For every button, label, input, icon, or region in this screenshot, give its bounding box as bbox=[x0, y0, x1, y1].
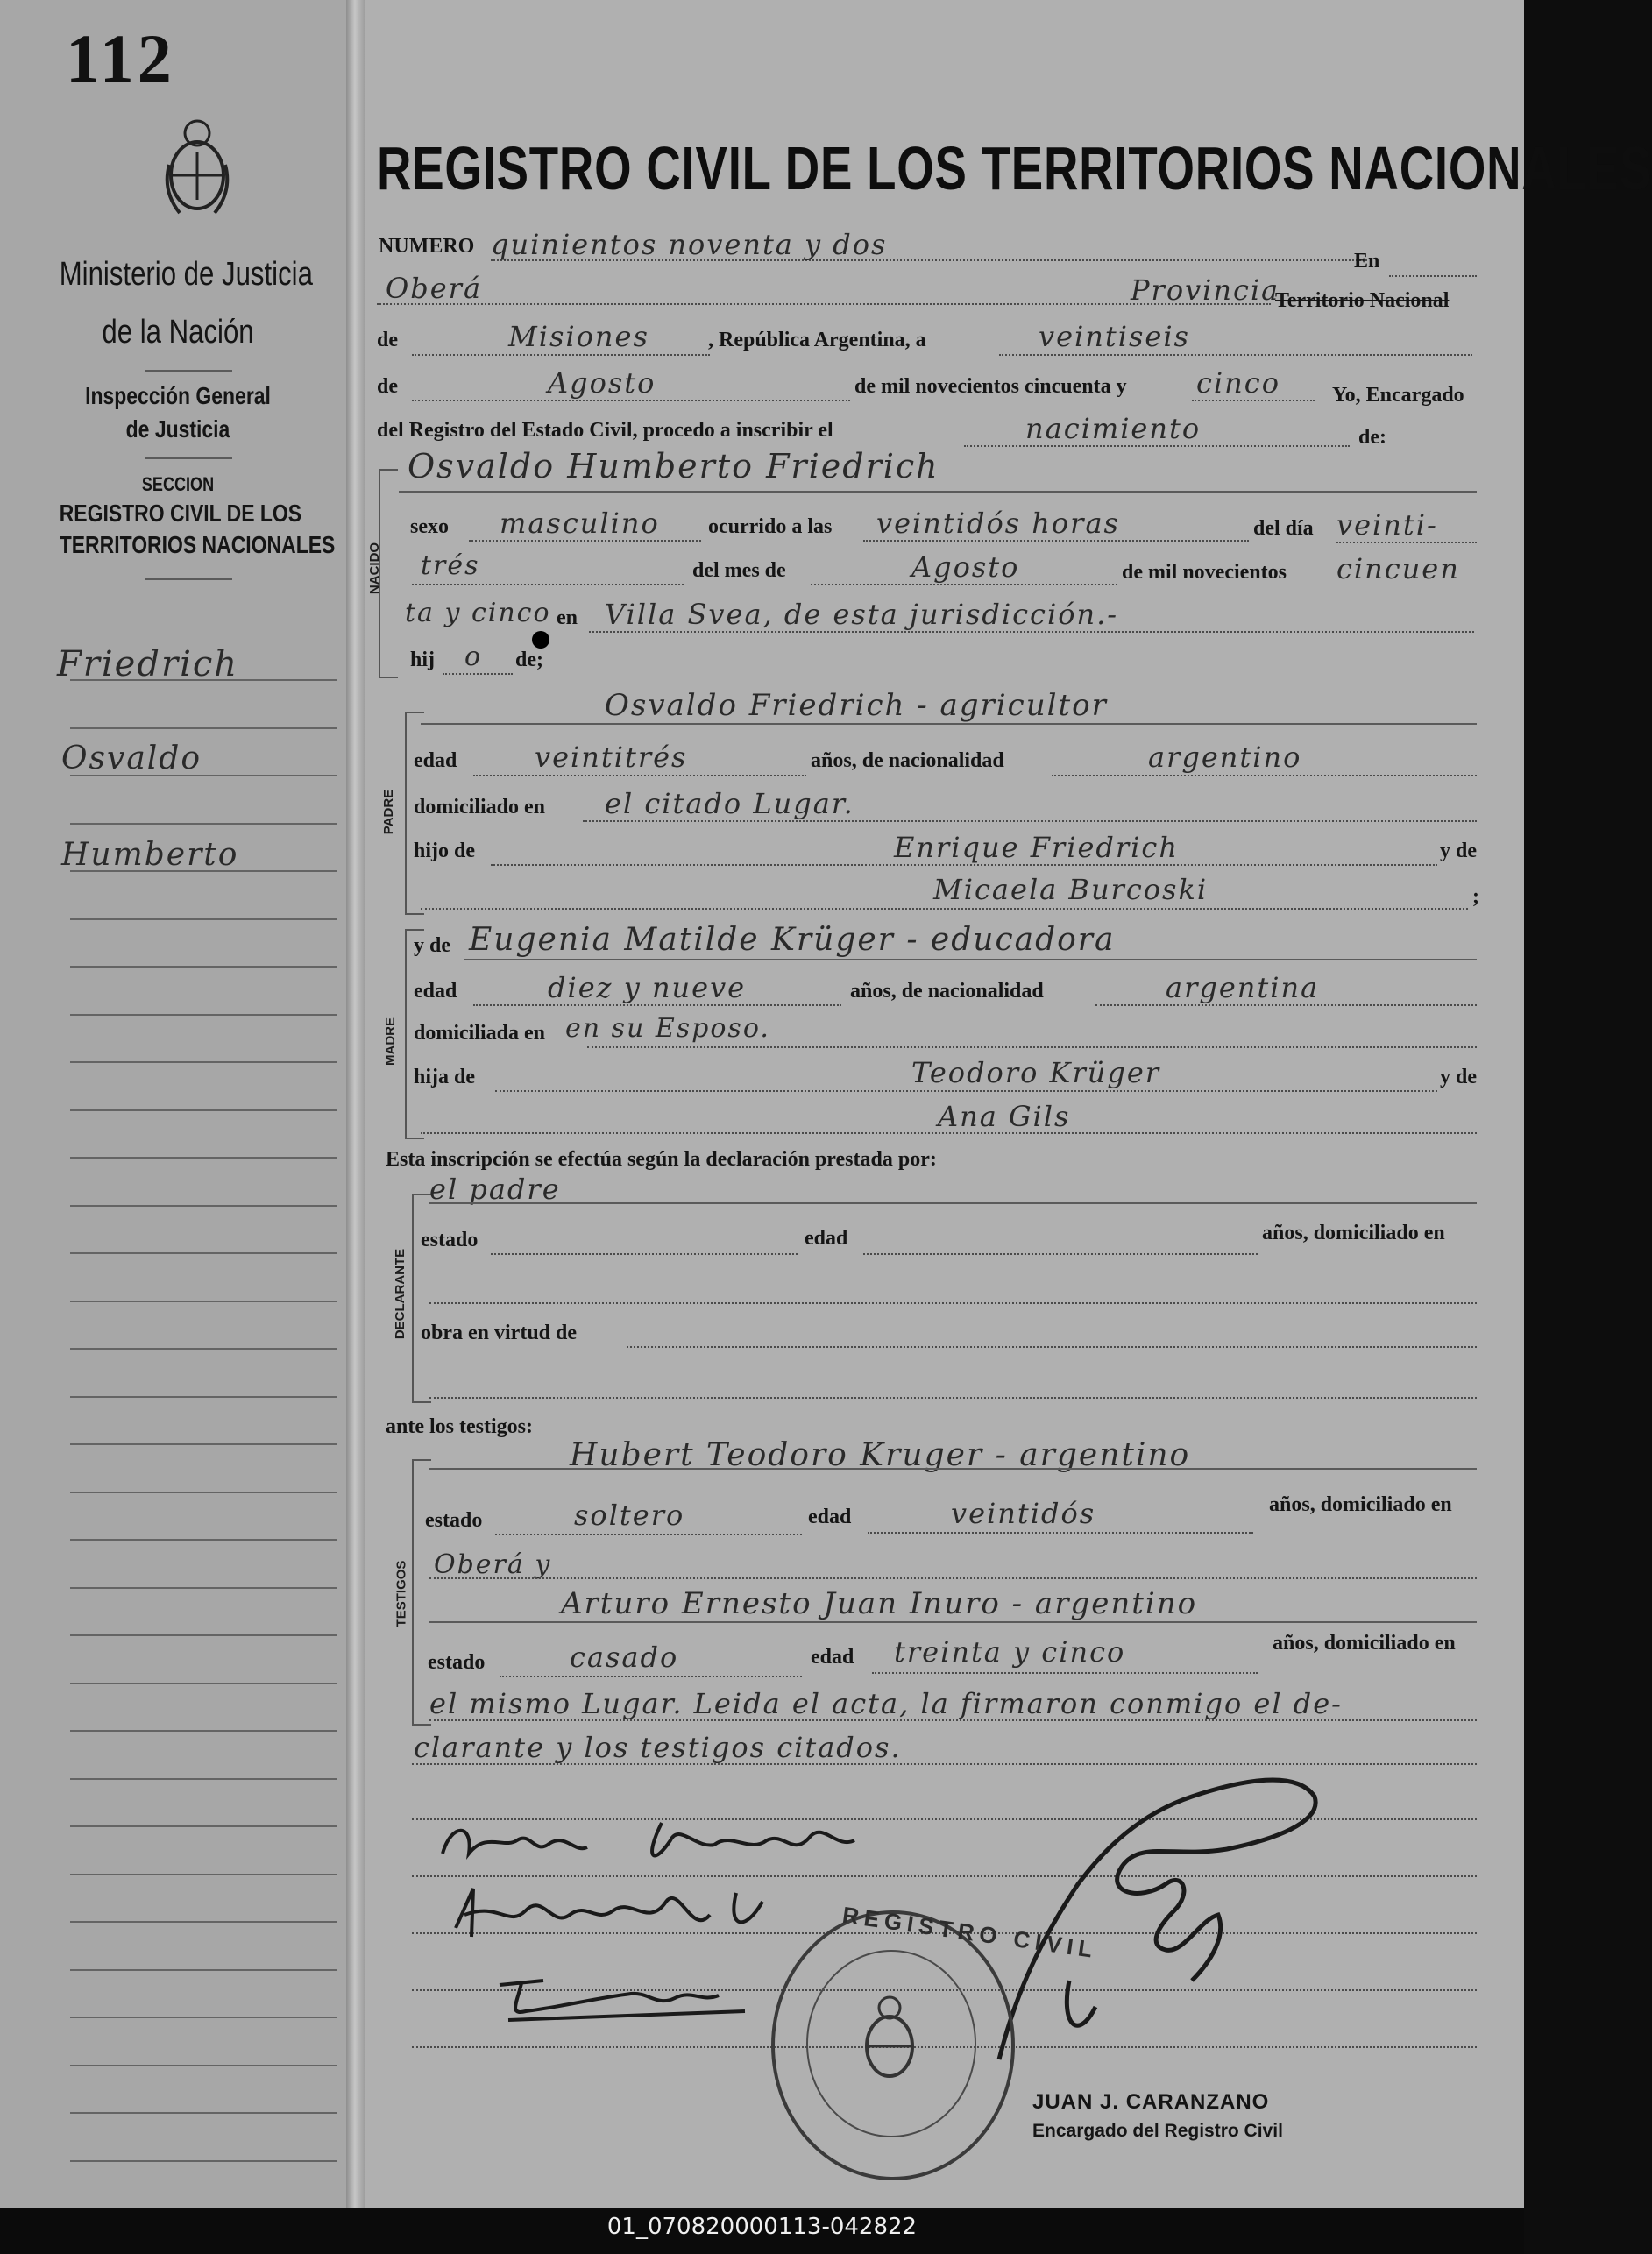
sexo-label: sexo bbox=[410, 515, 449, 538]
declarante-estado-label: estado bbox=[421, 1229, 479, 1251]
seal-coat-of-arms-icon bbox=[854, 1985, 925, 2090]
testigo1-dom-value: Oberá y bbox=[434, 1549, 552, 1580]
padre-edad-value: veintitrés bbox=[535, 741, 688, 774]
field-line bbox=[429, 1719, 1477, 1721]
declarante-intro: Esta inscripción se efectúa según la declaración prestada por: bbox=[386, 1148, 937, 1171]
padre-dom-value: el citado Lugar. bbox=[605, 787, 854, 820]
numero-label: NUMERO bbox=[379, 235, 475, 258]
madre-nac-label: años, de nacionalidad bbox=[850, 980, 1044, 1003]
province-name: Misiones bbox=[508, 320, 649, 353]
padre-mother-value: Micaela Burcoski bbox=[933, 873, 1209, 906]
testigos-side-label: TESTIGOS bbox=[394, 1560, 409, 1627]
ruled-line bbox=[70, 1348, 337, 1350]
field-line bbox=[412, 400, 850, 401]
ruled-line bbox=[70, 1014, 337, 1016]
page-fold bbox=[346, 0, 365, 2208]
ruled-line bbox=[70, 1969, 337, 1971]
divider bbox=[145, 370, 232, 372]
madre-hija-label: hija de bbox=[414, 1066, 476, 1088]
ruled-line bbox=[70, 1539, 337, 1541]
field-line bbox=[429, 1621, 1477, 1623]
divider bbox=[145, 578, 232, 580]
ruled-line bbox=[70, 1874, 337, 1875]
testigo2-name: Arturo Ernesto Juan Inuro - argentino bbox=[561, 1586, 1198, 1621]
madre-dom-value: en su Esposo. bbox=[565, 1013, 770, 1044]
ruled-line bbox=[70, 870, 337, 872]
ministry-line2: de la Nación bbox=[102, 314, 254, 351]
ruled-line bbox=[70, 1205, 337, 1207]
field-line bbox=[999, 354, 1472, 356]
field-line bbox=[627, 1346, 1477, 1348]
stamp-text: REGISTRO CIVIL bbox=[840, 1901, 1100, 1964]
field-line bbox=[429, 1468, 1477, 1470]
padre-nac-value: argentino bbox=[1148, 741, 1302, 774]
ruled-line bbox=[70, 1301, 337, 1302]
mes-value: Agosto bbox=[911, 550, 1020, 584]
hij-label: hij bbox=[410, 649, 436, 671]
hij-value: o bbox=[464, 641, 483, 672]
month-value: Agosto bbox=[548, 366, 656, 400]
inspection-line1: Inspección General bbox=[85, 382, 271, 409]
ruled-line bbox=[70, 2017, 337, 2018]
madre-side-label: MADRE bbox=[383, 1017, 398, 1066]
testigo1-estado-label: estado bbox=[425, 1509, 483, 1532]
ruled-line bbox=[70, 1157, 337, 1159]
madre-edad-value: diez y nueve bbox=[548, 971, 747, 1004]
field-line bbox=[583, 820, 1477, 822]
ruled-line bbox=[70, 1443, 337, 1445]
registro-label: del Registro del Estado Civil, procedo a inscribir el bbox=[377, 419, 833, 442]
field-line bbox=[863, 540, 1249, 542]
territorio-label: Territorio Nacional bbox=[1275, 289, 1450, 312]
signature-testigo1 bbox=[447, 1875, 798, 1954]
ruled-line bbox=[70, 1683, 337, 1684]
testigos-bracket bbox=[412, 1459, 431, 1726]
padre-edad-label: edad bbox=[414, 749, 457, 772]
padre-dom-label: domiciliado en bbox=[414, 796, 546, 819]
field-line bbox=[1192, 400, 1315, 401]
en-label: En bbox=[1354, 250, 1380, 273]
de-label: de bbox=[377, 375, 398, 398]
year-label: de mil novecientos cincuenta y bbox=[854, 375, 1127, 398]
official-name: JUAN J. CARANZANO bbox=[1032, 2090, 1270, 2114]
field-line bbox=[863, 1253, 1258, 1255]
section-line1: REGISTRO CIVIL DE LOS bbox=[59, 500, 302, 527]
nacido-name: Osvaldo Humberto Friedrich bbox=[408, 447, 939, 486]
field-line bbox=[495, 1090, 1437, 1092]
field-line bbox=[964, 445, 1350, 447]
field-line bbox=[1336, 542, 1477, 543]
declarante-anos-label: años, domiciliado en bbox=[1262, 1222, 1445, 1244]
madre-y-de-label-2: y de bbox=[1440, 1066, 1477, 1088]
ruled-line bbox=[70, 2112, 337, 2114]
madre-nac-value: argentina bbox=[1166, 971, 1320, 1004]
divider bbox=[145, 457, 232, 459]
field-line bbox=[1052, 775, 1477, 776]
dia-value: veinti- bbox=[1336, 508, 1438, 542]
field-line bbox=[500, 1676, 802, 1677]
ruled-line bbox=[70, 1730, 337, 1732]
field-line bbox=[1095, 1004, 1477, 1006]
field-line bbox=[491, 1253, 798, 1255]
padre-side-label: PADRE bbox=[381, 789, 397, 835]
document-id: 01_070820000113-042822 bbox=[606, 2214, 918, 2240]
ruled-line bbox=[70, 1252, 337, 1254]
declarante-who-value: el padre bbox=[429, 1173, 561, 1206]
field-line bbox=[429, 1202, 1477, 1204]
padre-y-de-label: y de bbox=[1440, 840, 1477, 862]
field-line bbox=[399, 491, 1477, 493]
madre-y-de-label: y de bbox=[414, 934, 450, 957]
testigo2-edad-value: treinta y cinco bbox=[894, 1635, 1126, 1669]
madre-mother-value: Ana Gils bbox=[938, 1100, 1071, 1133]
year-born-value: cincuen bbox=[1336, 552, 1460, 585]
ruled-line bbox=[70, 2065, 337, 2066]
declarante-side-label: DECLARANTE bbox=[393, 1248, 408, 1340]
testigo2-edad-label: edad bbox=[811, 1646, 854, 1669]
field-line bbox=[429, 1302, 1477, 1304]
section-label: SECCION bbox=[141, 473, 215, 495]
ruled-line bbox=[70, 1825, 337, 1827]
field-line bbox=[589, 631, 1474, 633]
nacido-side-label: NACIDO bbox=[367, 542, 383, 595]
declarante-edad-label: edad bbox=[805, 1227, 848, 1250]
field-line bbox=[421, 908, 1468, 910]
ruled-line bbox=[70, 2160, 337, 2162]
official-title: Encargado del Registro Civil bbox=[1032, 2121, 1283, 2141]
padre-hijo-label: hijo de bbox=[414, 840, 476, 862]
field-line bbox=[811, 584, 1117, 585]
sexo-value: masculino bbox=[500, 507, 660, 540]
de-label: de bbox=[377, 329, 398, 351]
ruled-line bbox=[70, 775, 337, 776]
closing-line-2: clarante y los testigos citados. bbox=[414, 1731, 902, 1764]
field-line bbox=[469, 540, 701, 542]
folio-number: 112 bbox=[66, 20, 175, 96]
field-line bbox=[412, 354, 710, 356]
testigo1-edad-value: veintidós bbox=[951, 1497, 1096, 1530]
field-line bbox=[872, 1672, 1258, 1674]
day-value: veintiseis bbox=[1039, 320, 1190, 353]
field-line bbox=[587, 1046, 1477, 1048]
ocurrido-label: ocurrido a las bbox=[708, 515, 833, 538]
de2-label: de: bbox=[1358, 426, 1386, 449]
madre-father-value: Teodoro Krüger bbox=[911, 1056, 1161, 1089]
act-value: nacimiento bbox=[1025, 412, 1202, 445]
ink-dot bbox=[532, 631, 549, 649]
declarante-bracket bbox=[412, 1194, 431, 1403]
ruled-line bbox=[70, 966, 337, 968]
dia-value-2: trés bbox=[421, 550, 480, 581]
section-line2: TERRITORIOS NACIONALES bbox=[59, 531, 336, 558]
republica-label: , República Argentina, a bbox=[708, 329, 926, 351]
ruled-line bbox=[70, 918, 337, 920]
year-born-label: de mil novecientos bbox=[1122, 561, 1287, 584]
page-title: REGISTRO CIVIL DE LOS TERRITORIOS NACIONALES bbox=[377, 134, 1652, 202]
declarante-obra-label: obra en virtud de bbox=[421, 1322, 578, 1344]
field-line bbox=[443, 673, 513, 675]
index-given-name-2: Humberto bbox=[61, 837, 239, 873]
testigo2-estado-value: casado bbox=[570, 1641, 679, 1674]
year-born-value-2: ta y cinco bbox=[405, 598, 551, 628]
mes-label: del mes de bbox=[692, 559, 786, 582]
field-line bbox=[412, 584, 684, 585]
signature-declarante bbox=[434, 1805, 890, 1875]
year-value: cinco bbox=[1196, 366, 1280, 400]
ministry-line1: Ministerio de Justicia bbox=[59, 256, 313, 293]
index-surname: Friedrich bbox=[57, 644, 239, 684]
padre-nac-label: años, de nacionalidad bbox=[811, 749, 1004, 772]
place-value: Oberá bbox=[386, 272, 483, 305]
field-line bbox=[429, 1397, 1477, 1399]
ruled-line bbox=[70, 1778, 337, 1780]
testigo1-name: Hubert Teodoro Kruger - argentino bbox=[570, 1437, 1191, 1473]
testigo1-estado-value: soltero bbox=[574, 1499, 685, 1532]
field-line bbox=[868, 1532, 1253, 1534]
hora-value: veintidós horas bbox=[876, 507, 1120, 540]
ruled-line bbox=[70, 823, 337, 825]
closing-line-1: el mismo Lugar. Leida el acta, la firmaron conmigo el de- bbox=[429, 1687, 1343, 1720]
ruled-line bbox=[70, 1492, 337, 1493]
ruled-line bbox=[70, 1061, 337, 1063]
field-line bbox=[464, 959, 1477, 960]
ruled-line bbox=[70, 679, 337, 681]
index-given-name-1: Osvaldo bbox=[61, 741, 202, 776]
ruled-line bbox=[70, 1634, 337, 1636]
ruled-line bbox=[70, 1587, 337, 1589]
de-semicolon-label: de; bbox=[515, 649, 543, 671]
madre-edad-label: edad bbox=[414, 980, 457, 1003]
field-line bbox=[421, 723, 1477, 725]
coat-of-arms-icon bbox=[153, 103, 241, 226]
field-line bbox=[1389, 275, 1477, 277]
padre-name: Osvaldo Friedrich - agricultor bbox=[605, 688, 1108, 723]
testigo2-anos-label: años, domiciliado en bbox=[1273, 1632, 1456, 1655]
encargado-label: Yo, Encargado bbox=[1332, 384, 1464, 407]
province-value: Provincia bbox=[1131, 273, 1280, 307]
lugar-value: Villa Svea, de esta jurisdicción.- bbox=[605, 598, 1119, 631]
field-line bbox=[495, 1534, 802, 1535]
ruled-line bbox=[70, 1396, 337, 1398]
padre-father-value: Enrique Friedrich bbox=[894, 831, 1179, 864]
field-line bbox=[473, 775, 806, 776]
testigos-intro: ante los testigos: bbox=[386, 1415, 533, 1438]
testigo2-estado-label: estado bbox=[428, 1651, 486, 1674]
field-line bbox=[491, 864, 1437, 866]
field-line bbox=[473, 1004, 841, 1006]
numero-value: quinientos noventa y dos bbox=[491, 228, 888, 261]
del-dia-label: del día bbox=[1253, 517, 1314, 540]
field-line bbox=[429, 1577, 1477, 1579]
ruled-line bbox=[70, 727, 337, 729]
signature-testigo2 bbox=[491, 1959, 771, 2029]
testigo1-anos-label: años, domiciliado en bbox=[1269, 1493, 1452, 1516]
madre-dom-label: domiciliada en bbox=[414, 1022, 546, 1045]
semicolon: ; bbox=[1472, 885, 1479, 908]
ruled-line bbox=[70, 1109, 337, 1111]
testigo1-edad-label: edad bbox=[808, 1506, 852, 1528]
en-born-label: en bbox=[557, 606, 578, 629]
inspection-line2: de Justicia bbox=[125, 415, 230, 443]
ruled-line bbox=[70, 1921, 337, 1923]
madre-name: Eugenia Matilde Krüger - educadora bbox=[469, 922, 1116, 958]
